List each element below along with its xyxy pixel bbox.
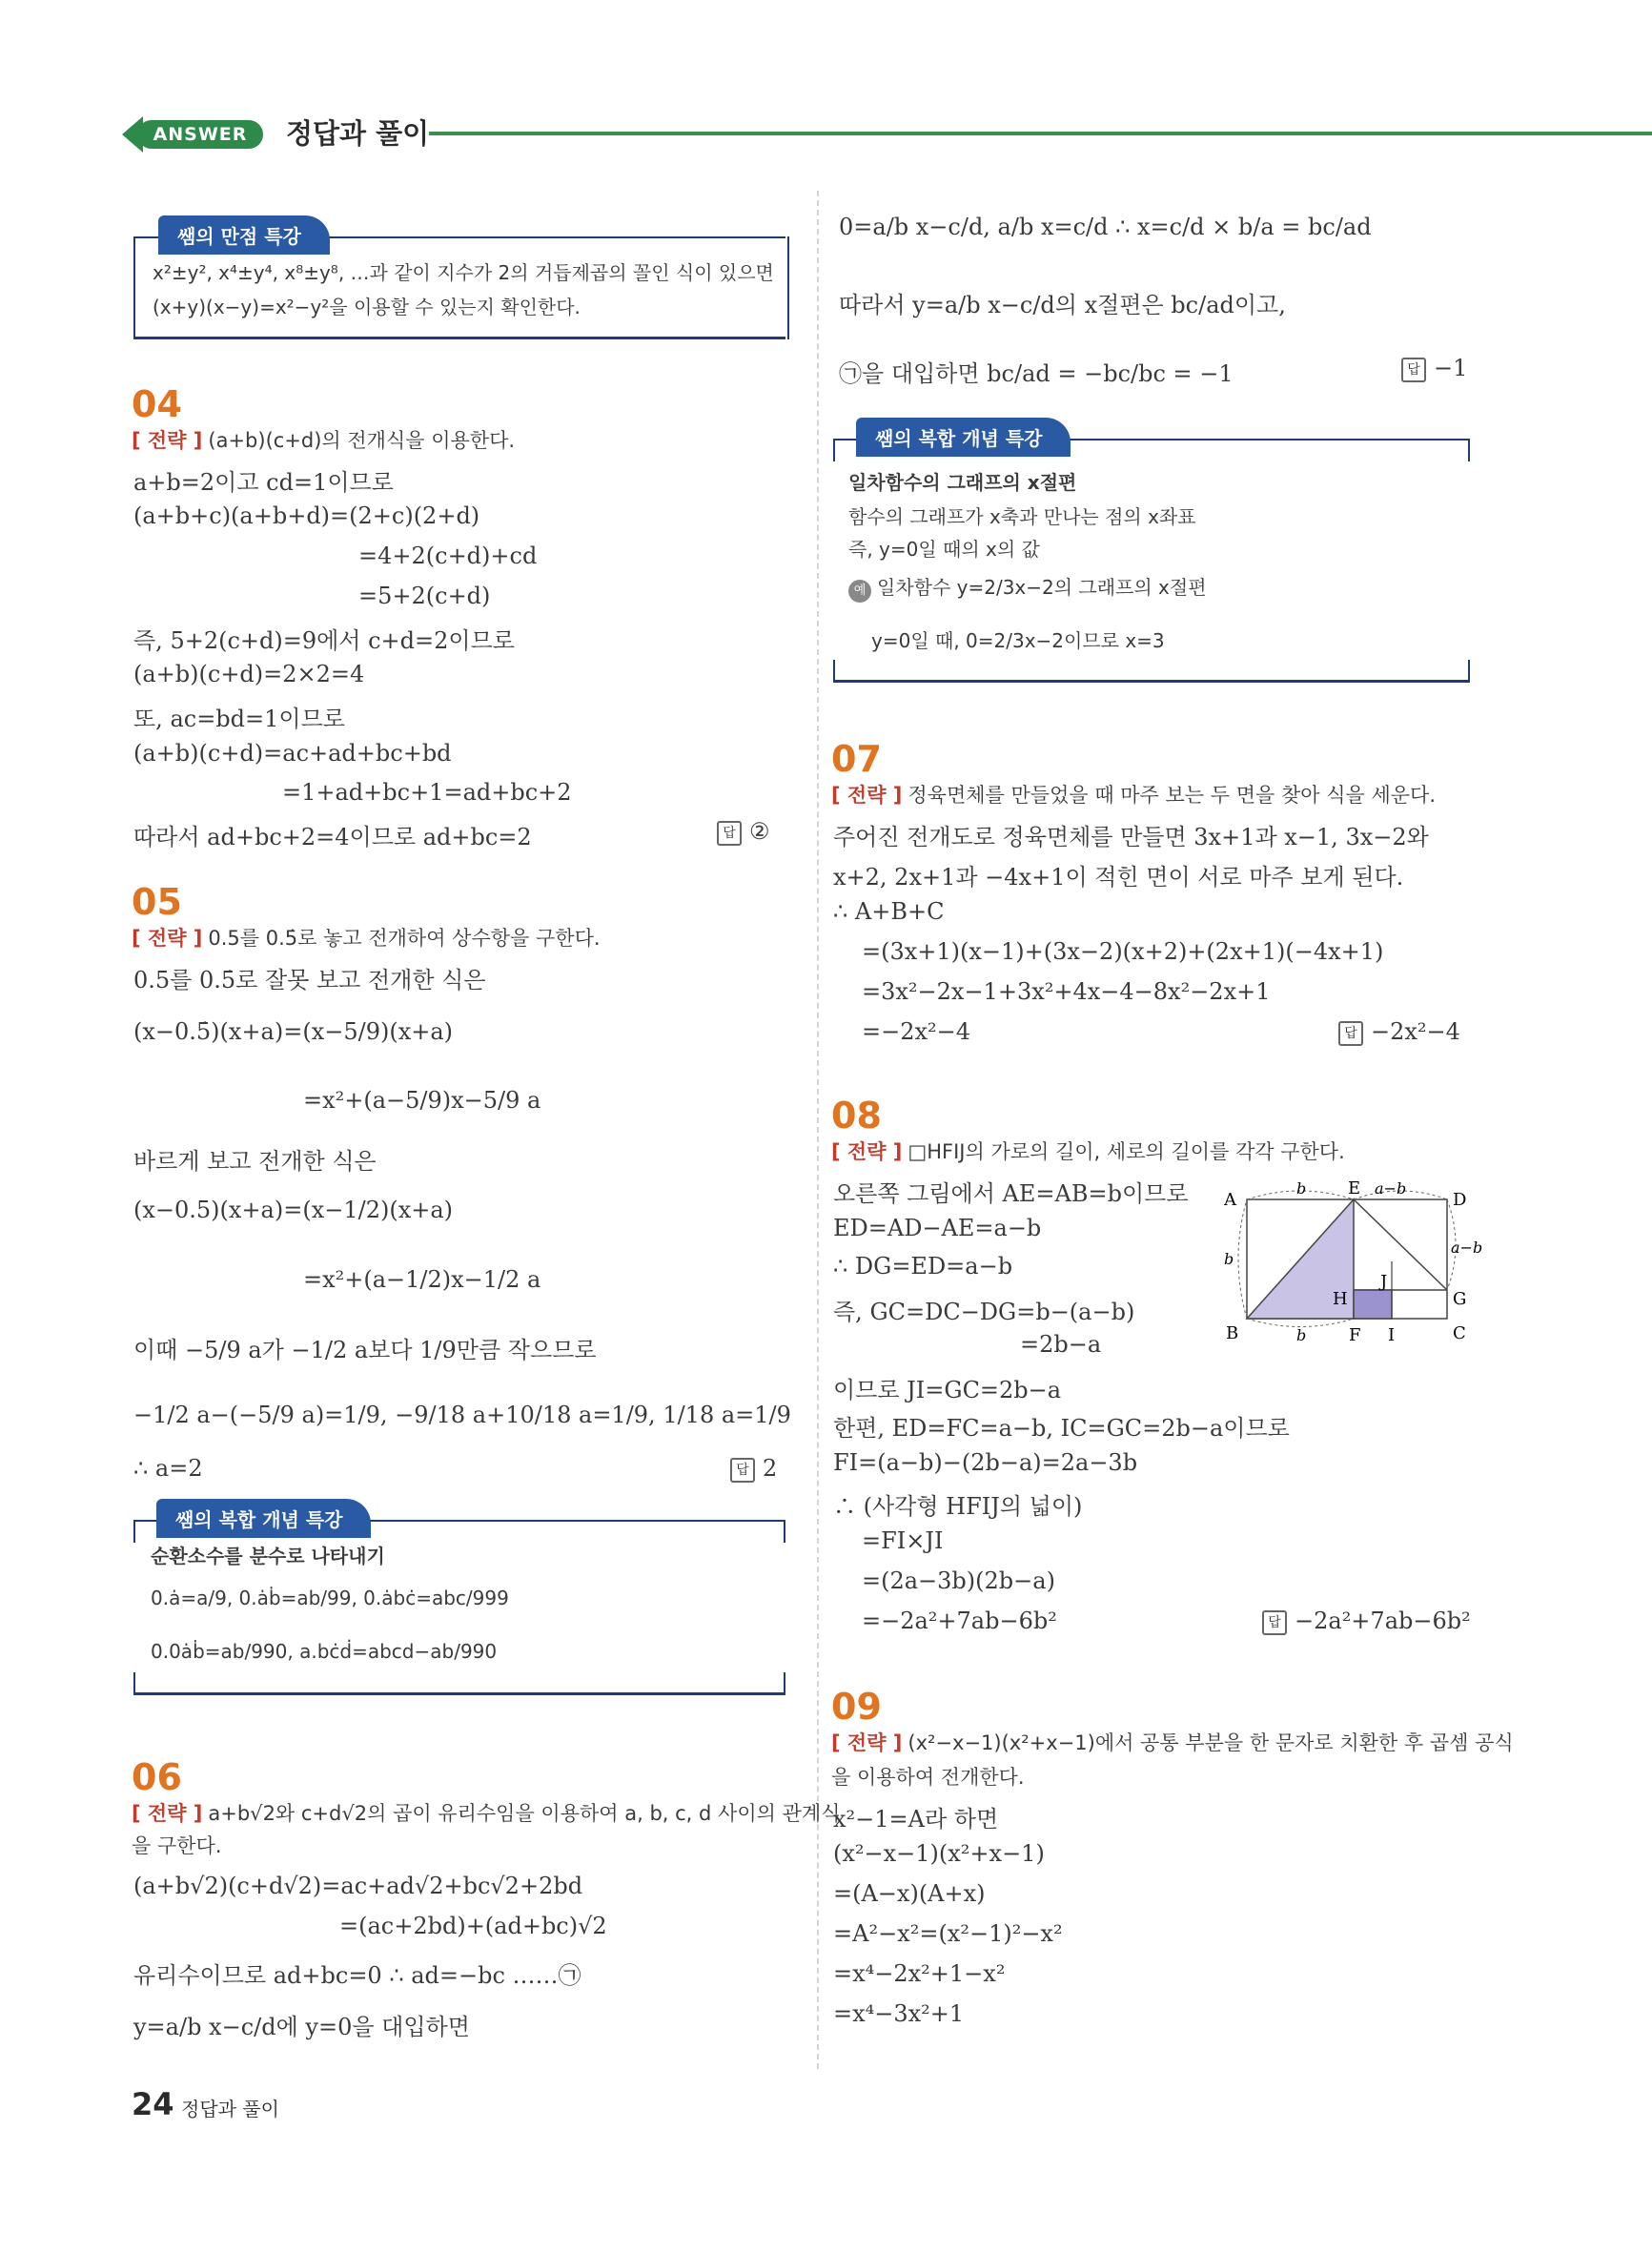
footer-label: 정답과 풀이 xyxy=(181,2098,279,2120)
solution-line: x²−1=A라 하면 xyxy=(833,1806,999,1833)
strategy-line xyxy=(132,425,515,454)
solution-line: =3x²−2x−1+3x²+4x−4−8x²−2x+1 xyxy=(862,978,1271,1005)
tip-box-3-title: 일차함수의 그래프의 x절편 xyxy=(848,471,1077,494)
point-label: J xyxy=(1380,1272,1388,1292)
strategy-text: □HFIJ의 가로의 길이, 세로의 길이를 각각 구한다. xyxy=(908,1140,1345,1163)
answer xyxy=(717,818,770,846)
solution-line: 주어진 전개도로 정육면체를 만들면 3x+1과 x−1, 3x−2와 xyxy=(833,824,1429,850)
tip-box-2-line: 0.0ȧḃ=ab/990, a.bċḋ=abcd−ab/990 xyxy=(151,1640,498,1663)
answer xyxy=(1262,1608,1471,1635)
tip-box-2-tab: 쌤의 복합 개념 특강 xyxy=(156,1499,371,1538)
answer-icon: 답 xyxy=(730,1458,755,1483)
question-number: 05 xyxy=(132,881,182,923)
answer-badge-label: ANSWER xyxy=(137,120,263,149)
solution-line: =4+2(c+d)+cd xyxy=(358,543,538,569)
tip-box-1-tab: 쌤의 만점 특강 xyxy=(158,215,330,255)
solution-line: 0=a/b x−c/d, a/b x=c/d ∴ x=c/d × b/a = bc/ad xyxy=(839,214,1372,240)
tip-box-3-tab: 쌤의 복합 개념 특강 xyxy=(856,418,1071,457)
solution-line: =5+2(c+d) xyxy=(358,583,491,609)
strategy-tag: [ 전략 ] xyxy=(831,1140,903,1163)
answer-icon: 답 xyxy=(1401,358,1426,382)
solution-line: 따라서 ad+bc+2=4이므로 ad+bc=2 xyxy=(133,824,532,850)
strategy-line xyxy=(831,1728,1514,1756)
answer-icon: 답 xyxy=(1262,1610,1287,1635)
solution-line: 바르게 보고 전개한 식은 xyxy=(133,1148,377,1175)
solution-line: y=a/b x−c/d에 y=0을 대입하면 xyxy=(133,2014,470,2040)
strategy-text: (x²−x−1)(x²+x−1)에서 공통 부분을 한 문자로 치환한 후 곱셈 공식 xyxy=(908,1731,1514,1754)
solution-line: −1/2 a−(−5/9 a)=1/9, −9/18 a+10/18 a=1/9, 1/18 a=1/9 xyxy=(133,1402,791,1428)
solution-line: 한편, ED=FC=a−b, IC=GC=2b−a이므로 xyxy=(833,1415,1290,1442)
strategy-line-cont: 을 구한다. xyxy=(132,1834,222,1857)
point-label: A xyxy=(1224,1190,1236,1210)
solution-line: 0.5를 0.5̇로 잘못 보고 전개한 식은 xyxy=(133,967,486,993)
solution-line: =FI×JI xyxy=(862,1527,944,1554)
solution-line: 또, ac=bd=1이므로 xyxy=(133,706,345,732)
solution-line: ∴ (사각형 HFIJ의 넓이) xyxy=(833,1493,1083,1520)
question-number: 07 xyxy=(831,738,882,780)
tip-box-2-title: 순환소수를 분수로 나타내기 xyxy=(151,1545,385,1567)
question-number: 04 xyxy=(132,383,182,425)
answer xyxy=(1401,355,1467,382)
strategy-tag: [ 전략 ] xyxy=(831,1731,903,1754)
solution-line: (x−0.5)(x+a)=(x−1/2)(x+a) xyxy=(133,1197,454,1223)
answer-value: −2a²+7ab−6b² xyxy=(1295,1608,1471,1634)
tip-box-3-example xyxy=(848,572,1207,603)
solution-line: =x²+(a−5/9)x−5/9 a xyxy=(303,1087,541,1114)
solution-line: =(ac+2bd)+(ad+bc)√2 xyxy=(339,1913,607,1939)
strategy-tag: [ 전략 ] xyxy=(831,784,903,807)
length-label: a−b xyxy=(1375,1179,1407,1198)
solution-line: =2b−a xyxy=(1020,1331,1102,1358)
square-figure xyxy=(1220,1171,1487,1352)
solution-line: (x−0.5̇)(x+a)=(x−5/9)(x+a) xyxy=(133,1018,454,1045)
answer xyxy=(730,1455,777,1483)
point-label: B xyxy=(1226,1323,1239,1343)
tip-box-1 xyxy=(133,225,789,339)
solution-line: =−2a²+7ab−6b² xyxy=(862,1608,1057,1634)
solution-line: 즉, 5+2(c+d)=9에서 c+d=2이므로 xyxy=(133,627,515,654)
solution-line: (a+b√2)(c+d√2)=ac+ad√2+bc√2+2bd xyxy=(133,1873,583,1899)
solution-line: a+b=2이고 cd=1이므로 xyxy=(133,469,394,496)
solution-line: 이때 −5/9 a가 −1/2 a보다 1/9만큼 작으므로 xyxy=(133,1337,597,1363)
strategy-line-cont: 을 이용하여 전개한다. xyxy=(831,1766,1025,1789)
strategy-tag: [ 전략 ] xyxy=(132,429,203,452)
solution-line: FI=(a−b)−(2b−a)=2a−3b xyxy=(833,1449,1138,1476)
solution-line: (a+b)(c+d)=2×2=4 xyxy=(133,661,365,687)
answer-value: −1 xyxy=(1434,355,1468,381)
solution-line: 오른쪽 그림에서 AE=AB=b이므로 xyxy=(833,1180,1189,1207)
solution-line: =(A−x)(A+x) xyxy=(833,1880,986,1907)
solution-line: =−2x²−4 xyxy=(862,1018,971,1045)
strategy-text: 0.5를 0.5̇로 놓고 전개하여 상수항을 구한다. xyxy=(208,927,601,950)
length-label: b xyxy=(1224,1250,1234,1268)
length-label: a−b xyxy=(1451,1239,1483,1257)
tip-box-3 xyxy=(833,427,1470,683)
solution-line: =x⁴−3x²+1 xyxy=(833,2000,965,2027)
solution-line: 유리수이므로 ad+bc=0 ∴ ad=−bc ……㉠ xyxy=(133,1962,581,1989)
solution-line: x+2, 2x+1과 −4x+1이 적힌 면이 서로 마주 보게 된다. xyxy=(833,864,1404,891)
strategy-line xyxy=(831,780,1436,809)
strategy-tag: [ 전략 ] xyxy=(132,927,203,950)
question-number: 09 xyxy=(831,1686,882,1728)
solution-line: ED=AD−AE=a−b xyxy=(833,1215,1042,1241)
solution-line: =(3x+1)(x−1)+(3x−2)(x+2)+(2x+1)(−4x+1) xyxy=(862,938,1384,965)
solution-line: 이므로 JI=GC=2b−a xyxy=(833,1377,1062,1403)
tip-box-1-line: (x+y)(x−y)=x²−y²을 이용할 수 있는지 확인한다. xyxy=(153,296,581,318)
length-label: b xyxy=(1296,1326,1307,1344)
point-label: G xyxy=(1453,1289,1467,1309)
point-label: F xyxy=(1349,1325,1361,1345)
strategy-text: (a+b)(c+d)의 전개식을 이용한다. xyxy=(208,429,516,452)
tip-box-2 xyxy=(133,1508,785,1695)
strategy-line xyxy=(132,923,601,952)
solution-line: 즉, GC=DC−DG=b−(a−b) xyxy=(833,1299,1135,1325)
rectangle-hfij xyxy=(1354,1290,1392,1319)
solution-line: (a+b+c)(a+b+d)=(2+c)(2+d) xyxy=(133,502,480,529)
solution-line: ∴ DG=ED=a−b xyxy=(833,1253,1013,1280)
answer-value: −2x²−4 xyxy=(1371,1018,1460,1045)
point-label: I xyxy=(1388,1325,1396,1345)
answer-value: ② xyxy=(749,818,770,845)
answer-icon: 답 xyxy=(717,821,742,846)
arc-b-left xyxy=(1238,1199,1247,1319)
strategy-line xyxy=(831,1137,1345,1165)
tip-box-3-line: 함수의 그래프가 x축과 만나는 점의 x좌표 xyxy=(848,505,1196,528)
strategy-text: 정육면체를 만들었을 때 마주 보는 두 면을 찾아 식을 세운다. xyxy=(908,784,1437,807)
solution-line: =x⁴−2x²+1−x² xyxy=(833,1960,1006,1987)
solution-line: ㉠을 대입하면 bc/ad = −bc/bc = −1 xyxy=(839,360,1234,387)
tip-box-3-line: y=0일 때, 0=2/3x−2이므로 x=3 xyxy=(871,629,1165,652)
solution-line: 따라서 y=a/b x−c/d의 x절편은 bc/ad이고, xyxy=(839,292,1286,318)
answer xyxy=(1338,1018,1460,1046)
answer-value: 2 xyxy=(763,1455,778,1482)
example-icon: 예 xyxy=(848,580,871,603)
solution-line: =1+ad+bc+1=ad+bc+2 xyxy=(282,779,572,806)
answer-badge xyxy=(122,113,271,156)
solution-line: ∴ A+B+C xyxy=(833,898,945,925)
point-label: H xyxy=(1333,1289,1348,1309)
tip-box-3-line: 즉, y=0일 때의 x의 값 xyxy=(848,538,1040,561)
strategy-tag: [ 전략 ] xyxy=(132,1802,203,1825)
line-eg xyxy=(1354,1199,1447,1290)
question-number: 08 xyxy=(831,1095,882,1137)
answer-icon: 답 xyxy=(1338,1021,1363,1046)
strategy-line xyxy=(132,1798,840,1827)
page-title: 정답과 풀이 xyxy=(286,117,430,150)
solution-line: (a+b)(c+d)=ac+ad+bc+bd xyxy=(133,740,452,767)
strategy-text: a+b√2와 c+d√2의 곱이 유리수임을 이용하여 a, b, c, d 사이의 관계식 xyxy=(208,1802,841,1825)
point-label: D xyxy=(1453,1190,1467,1210)
header-rule xyxy=(429,132,1652,135)
solution-line: =(2a−3b)(2b−a) xyxy=(862,1567,1055,1594)
solution-line: =A²−x²=(x²−1)²−x² xyxy=(833,1920,1063,1947)
tip-box-2-line: 0.ȧ=a/9, 0.ȧḃ=ab/99, 0.ȧbċ=abc/999 xyxy=(151,1587,509,1609)
page-number: 24 xyxy=(132,2086,174,2122)
solution-line: ∴ a=2 xyxy=(133,1455,203,1482)
solution-line: (x²−x−1)(x²+x−1) xyxy=(833,1840,1045,1867)
question-number: 06 xyxy=(132,1756,182,1798)
point-label: C xyxy=(1453,1323,1466,1343)
tip-box-3-line: 일차함수 y=2/3x−2의 그래프의 x절편 xyxy=(877,576,1207,599)
column-divider xyxy=(817,191,819,2069)
length-label: b xyxy=(1296,1179,1307,1198)
tip-box-1-line: x²±y², x⁴±y⁴, x⁸±y⁸, …과 같이 지수가 2의 거듭제곱의 꼴인 식이 있으면 xyxy=(153,261,774,284)
point-label: E xyxy=(1348,1178,1361,1198)
solution-line: =x²+(a−1/2)x−1/2 a xyxy=(303,1266,541,1293)
